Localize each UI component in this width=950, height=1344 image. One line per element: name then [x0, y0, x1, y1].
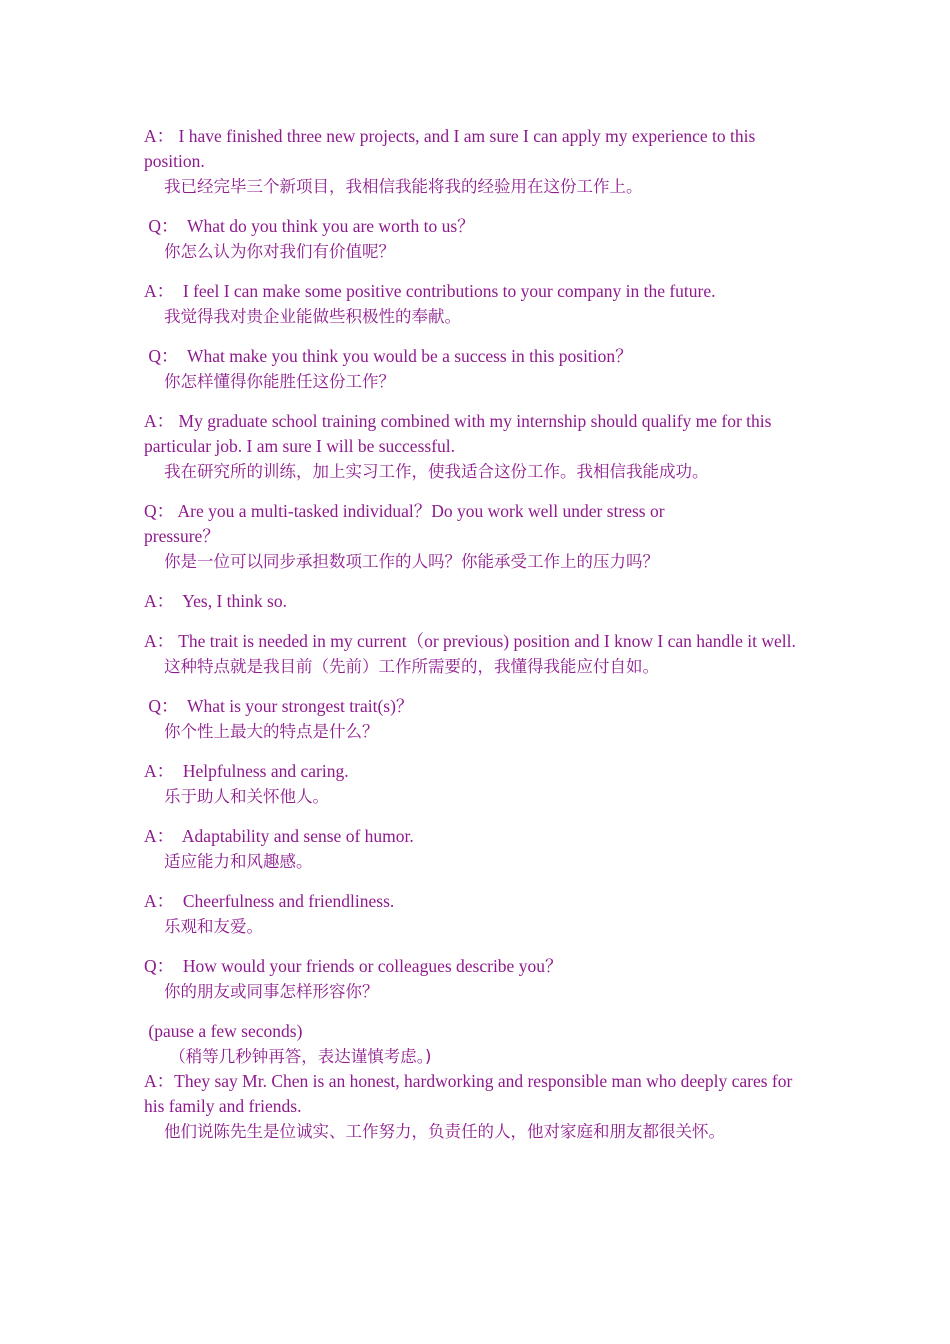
answer-english: A： Adaptability and sense of humor. [144, 826, 414, 846]
answer-chinese: 乐观和友爱。 [164, 917, 263, 936]
qa-block-15 [144, 1069, 814, 1144]
answer-english: A： I feel I can make some positive contributions to your company in the future. [144, 281, 716, 301]
qa-block-13 [144, 954, 814, 1004]
qa-block-2 [144, 214, 814, 264]
question-chinese: 你怎么认为你对我们有价值呢？ [164, 242, 395, 261]
answer-english: A： Cheerfulness and friendliness. [144, 891, 395, 911]
answer-english: A： The trait is needed in my current（or previous) position and I know I can handle it well. [144, 631, 796, 651]
question-chinese: 你是一位可以同步承担数项工作的人吗？你能承受工作上的压力吗？ [164, 552, 659, 571]
question-chinese: 你怎样懂得你能胜任这份工作？ [164, 372, 395, 391]
qa-block-9 [144, 694, 814, 744]
question-english: Q： Are you a multi-tasked individual？Do you work well under stress or pressure？ [144, 501, 665, 546]
answer-chinese: 我觉得我对贵企业能做些积极性的奉献。 [164, 307, 461, 326]
document-page [144, 124, 814, 1144]
question-chinese: 你个性上最大的特点是什么？ [164, 722, 379, 741]
qa-block-1 [144, 124, 814, 199]
answer-english: A： My graduate school training combined with my internship should qualify me for this particular job. I am sure I will be successful. [144, 411, 772, 456]
question-english: Q： What make you think you would be a success in this position？ [144, 346, 633, 366]
question-chinese: 你的朋友或同事怎样形容你？ [164, 982, 379, 1001]
qa-block-5 [144, 409, 814, 484]
question-english: Q： How would your friends or colleagues describe you？ [144, 956, 563, 976]
answer-chinese: 适应能力和风趣感。 [164, 852, 313, 871]
qa-block-4 [144, 344, 814, 394]
question-english: Q： What do you think you are worth to us？ [144, 216, 475, 236]
answer-english: A： Helpfulness and caring. [144, 761, 349, 781]
answer-english: A： I have finished three new projects, and I am sure I can apply my experience to this position. [144, 126, 756, 171]
answer-english: A：They say Mr. Chen is an honest, hardworking and responsible man who deeply cares for his family and friends. [144, 1071, 793, 1116]
question-english: Q： What is your strongest trait(s)？ [144, 696, 414, 716]
qa-block-10 [144, 759, 814, 809]
answer-chinese: 我在研究所的训练，加上实习工作，使我适合这份工作。我相信我能成功。 [164, 462, 709, 481]
note-chinese: （稍等几秒钟再答，表达谨慎考虑。) [164, 1047, 432, 1066]
qa-block-12 [144, 889, 814, 939]
qa-block-3 [144, 279, 814, 329]
qa-block-11 [144, 824, 814, 874]
answer-chinese: 我已经完毕三个新项目，我相信我能将我的经验用在这份工作上。 [164, 177, 643, 196]
qa-block-7 [144, 589, 814, 614]
note-english: (pause a few seconds) [144, 1021, 303, 1041]
qa-block-8 [144, 629, 814, 679]
qa-block-6 [144, 499, 744, 574]
answer-chinese: 他们说陈先生是位诚实、工作努力，负责任的人，他对家庭和朋友都很关怀。 [164, 1122, 725, 1141]
answer-chinese: 这种特点就是我目前（先前）工作所需要的，我懂得我能应付自如。 [164, 657, 659, 676]
answer-english: A： Yes, I think so. [144, 591, 287, 611]
qa-block-14 [144, 1019, 814, 1069]
answer-chinese: 乐于助人和关怀他人。 [164, 787, 329, 806]
